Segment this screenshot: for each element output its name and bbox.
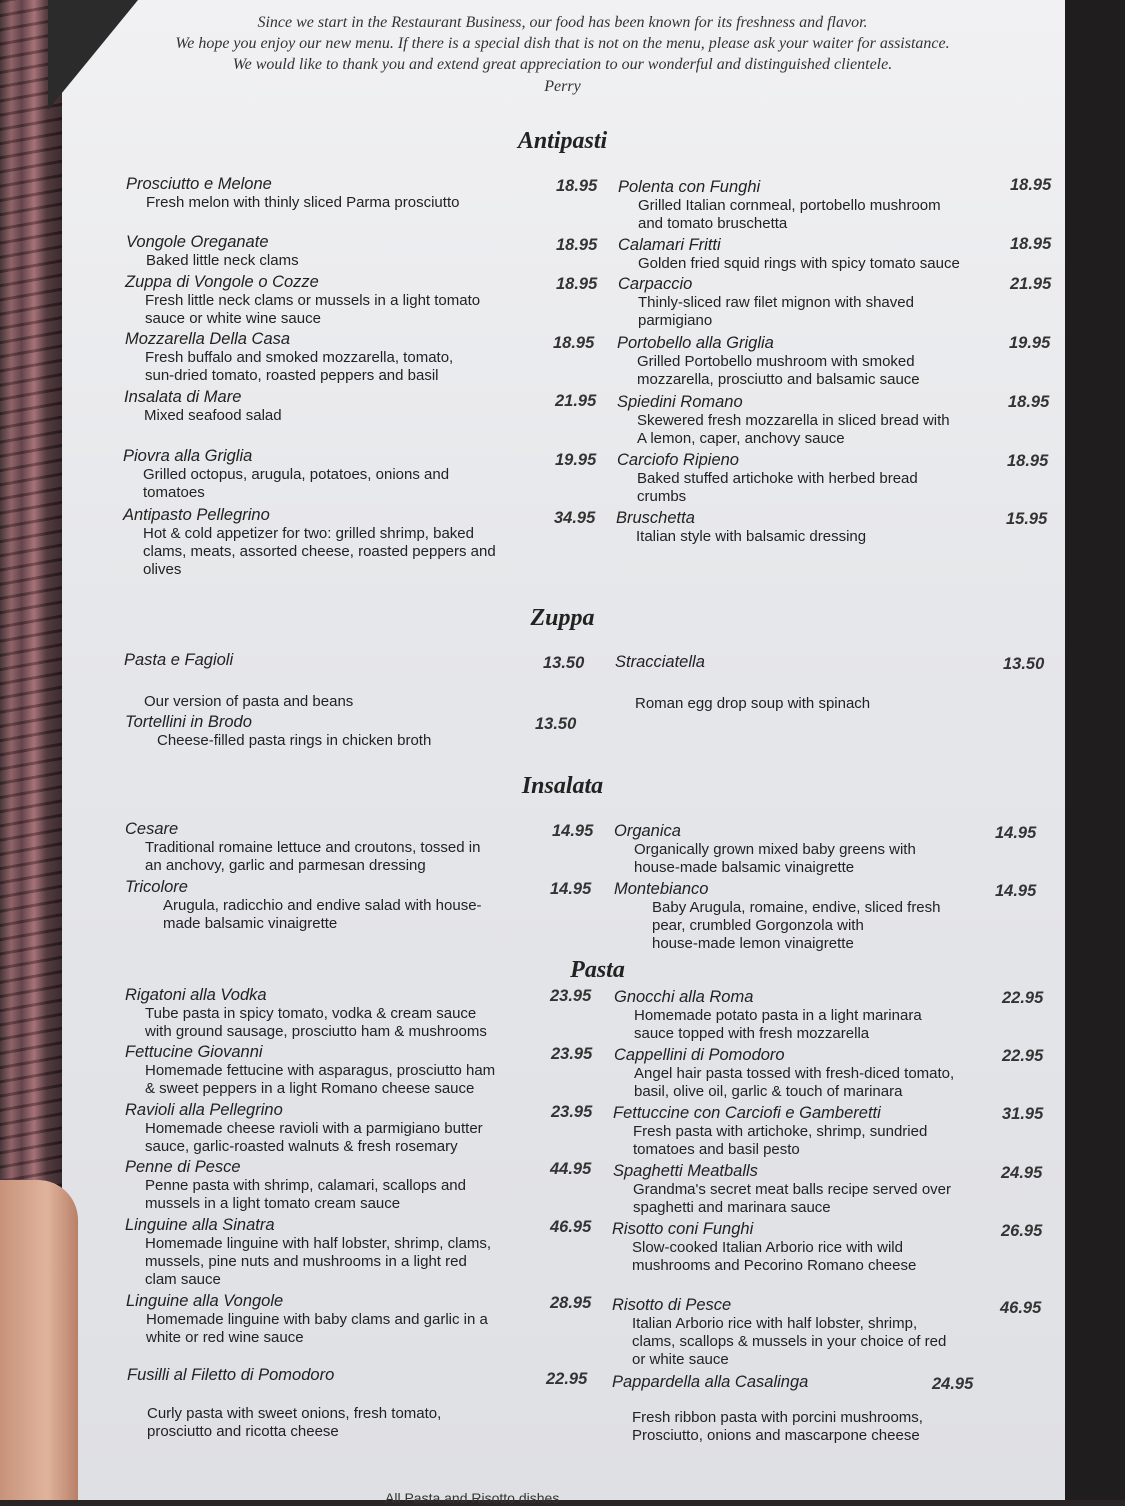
item-price: 14.95 [552, 822, 594, 840]
item-description: Roman egg drop soup with spinach [635, 695, 871, 712]
menu-item [617, 393, 950, 448]
item-name: Carciofo Ripieno [617, 451, 739, 469]
item-description: Fresh ribbon pasta with porcini mushrooms, Prosciutto, onions and mascarpone cheese [632, 1409, 923, 1444]
menu-item [617, 334, 920, 389]
footer-note: All Pasta and Risotto dishes [385, 1490, 560, 1506]
item-name: Fettuccine con Carciofi e Gamberetti [613, 1104, 881, 1122]
item-price: 13.50 [1003, 655, 1045, 673]
menu-item [618, 236, 960, 273]
item-name: Tricolore [125, 878, 188, 896]
menu-item [125, 820, 480, 875]
section-title-antipasti: Antipasti [517, 128, 608, 154]
menu-item [125, 986, 487, 1041]
item-description: Arugula, radicchio and endive salad with house- made balsamic vinaigrette [163, 897, 482, 932]
item-price: 13.50 [535, 715, 577, 733]
item-description: Italian style with balsamic dressing [636, 528, 867, 545]
intro-line-2: We hope you enjoy our new menu. If there is a special dish that is not on the menu, please ask your waiter for assistance. [175, 35, 950, 52]
item-name: Spaghetti Meatballs [613, 1162, 758, 1180]
item-name: Calamari Fritti [618, 236, 721, 254]
item-description: Penne pasta with shrimp, calamari, scallops and mussels in a light tomato cream sauce [145, 1177, 466, 1212]
menu-item [617, 451, 918, 506]
menu-item [125, 273, 480, 328]
menu-item [125, 1043, 495, 1098]
menu-item [125, 330, 453, 385]
item-price: 18.95 [556, 236, 598, 254]
item-name: Pasta e Fagioli [124, 651, 234, 669]
item-name: Portobello alla Griglia [617, 334, 774, 352]
item-price: 23.95 [551, 1045, 593, 1063]
item-price: 18.95 [556, 177, 598, 195]
item-price: 31.95 [1002, 1105, 1044, 1123]
item-price: 18.95 [1010, 176, 1052, 194]
item-name: Zuppa di Vongole o Cozze [125, 273, 319, 291]
menu-item [123, 447, 449, 502]
item-description: Baked stuffed artichoke with herbed bread crumbs [637, 470, 918, 505]
item-price: 14.95 [550, 880, 592, 898]
right-edge [1065, 0, 1125, 1500]
item-description: Homemade cheese ravioli with a parmigiano butter sauce, garlic-roasted walnuts & fresh rosemary [145, 1120, 483, 1155]
item-description: Golden fried squid rings with spicy tomato sauce [638, 255, 960, 272]
item-description: Fresh pasta with artichoke, shrimp, sundried tomatoes and basil pesto [633, 1123, 928, 1158]
item-price: 14.95 [995, 824, 1037, 842]
item-description: Traditional romaine lettuce and croutons, tossed in an anchovy, garlic and parmesan dressing [145, 839, 481, 874]
item-price: 23.95 [551, 1103, 593, 1121]
menu-item [127, 1366, 441, 1441]
item-price: 46.95 [1000, 1299, 1042, 1317]
item-price: 22.95 [1002, 989, 1044, 1007]
item-price: 26.95 [1001, 1222, 1043, 1240]
item-description: Baby Arugula, romaine, endive, sliced fresh pear, crumbled Gorgonzola with house-made lemon vinaigrette [652, 899, 941, 952]
item-price: 14.95 [995, 882, 1037, 900]
menu-item [615, 653, 870, 713]
menu-item [616, 509, 866, 546]
item-price: 44.95 [550, 1160, 592, 1178]
item-description: Homemade linguine with half lobster, shrimp, clams, mussels, pine nuts and mushrooms in a light red clam sauce [145, 1235, 491, 1288]
item-name: Organica [614, 822, 681, 840]
item-name: Linguine alla Sinatra [125, 1216, 275, 1234]
item-description: Organically grown mixed baby greens with house-made balsamic vinaigrette [634, 841, 916, 876]
item-description: Our version of pasta and beans [144, 693, 354, 710]
item-name: Polenta con Funghi [618, 178, 761, 196]
menu-item [613, 1104, 927, 1159]
item-name: Penne di Pesce [125, 1158, 241, 1176]
item-name: Fusilli al Filetto di Pomodoro [127, 1366, 335, 1384]
item-name: Fettucine Giovanni [125, 1043, 263, 1061]
item-price: 46.95 [550, 1218, 592, 1236]
item-name: Vongole Oreganate [126, 233, 269, 251]
section-title-pasta: Pasta [570, 957, 625, 983]
section-title-insalata: Insalata [521, 773, 604, 799]
menu-item [618, 178, 941, 233]
item-name: Risotto coni Funghi [612, 1220, 754, 1238]
item-price: 15.95 [1006, 510, 1048, 528]
item-price: 18.95 [1008, 393, 1050, 411]
menu-item [125, 1101, 483, 1156]
item-description: Baked little neck clams [146, 252, 299, 269]
item-name: Spiedini Romano [617, 393, 743, 411]
item-name: Tortellini in Brodo [125, 713, 252, 731]
menu-item [612, 1296, 946, 1369]
item-description: Grandma's secret meat balls recipe served over spaghetti and marinara sauce [633, 1181, 951, 1216]
menu-item [124, 388, 282, 425]
item-name: Cappellini di Pomodoro [614, 1046, 785, 1064]
section-title-zuppa: Zuppa [530, 605, 595, 631]
item-description: Thinly-sliced raw filet mignon with shaved parmigiano [638, 294, 914, 329]
menu-item [126, 175, 459, 212]
item-name: Carpaccio [618, 275, 693, 293]
menu-item [125, 1158, 466, 1213]
item-name: Montebianco [614, 880, 709, 898]
item-name: Rigatoni alla Vodka [125, 986, 267, 1004]
menu-item [126, 1292, 488, 1347]
menu-item [614, 880, 941, 953]
menu-item [125, 878, 482, 933]
item-description: Fresh melon with thinly sliced Parma prosciutto [146, 194, 460, 211]
item-name: Ravioli alla Pellegrino [125, 1101, 283, 1119]
item-price: 24.95 [1001, 1164, 1043, 1182]
item-description: Slow-cooked Italian Arborio rice with wild mushrooms and Pecorino Romano cheese [632, 1239, 917, 1274]
menu-item [614, 1046, 954, 1101]
item-price: 24.95 [932, 1375, 974, 1393]
menu-item [612, 1220, 916, 1275]
menu-item [126, 233, 299, 270]
item-description: Grilled Portobello mushroom with smoked mozzarella, prosciutto and balsamic sauce [637, 353, 920, 388]
item-name: Mozzarella Della Casa [125, 330, 291, 348]
intro-signature: Perry [544, 78, 581, 95]
item-name: Risotto di Pesce [612, 1296, 732, 1314]
item-price: 21.95 [555, 392, 597, 410]
menu-item [614, 988, 922, 1043]
item-name: Cesare [125, 820, 179, 838]
menu-item [618, 275, 914, 330]
intro-line-1: Since we start in the Restaurant Business, our food has been known for its freshness and flavor. [257, 14, 868, 31]
intro-line-3: We would like to thank you and extend great appreciation to our wonderful and distinguished clientele. [232, 56, 893, 73]
item-description: Cheese-filled pasta rings in chicken broth [157, 732, 432, 749]
menu-item [612, 1373, 923, 1445]
item-price: 19.95 [555, 451, 597, 469]
item-description: Homemade potato pasta in a light marinara sauce topped with fresh mozzarella [634, 1007, 922, 1042]
item-name: Stracciatella [615, 653, 705, 671]
item-name: Gnocchi alla Roma [614, 988, 754, 1006]
menu-item [614, 822, 916, 877]
menu-item [125, 713, 431, 750]
holding-hand [0, 1180, 78, 1500]
menu-item [125, 1216, 491, 1289]
menu-item [124, 651, 353, 711]
menu-item [613, 1162, 951, 1217]
item-price: 18.95 [1007, 452, 1049, 470]
menu-item [123, 506, 496, 579]
item-description: Mixed seafood salad [144, 407, 282, 424]
item-description: Homemade linguine with baby clams and garlic in a white or red wine sauce [146, 1311, 488, 1346]
item-description: Tube pasta in spicy tomato, vodka & cream sauce with ground sausage, prosciutto ham & mushrooms [145, 1005, 487, 1040]
item-price: 34.95 [554, 509, 596, 527]
item-description: Hot & cold appetizer for two: grilled shrimp, baked clams, meats, assorted cheese, roasted peppers and olives [143, 525, 496, 578]
item-name: Prosciutto e Melone [126, 175, 272, 193]
item-price: 13.50 [543, 654, 585, 672]
item-description: Curly pasta with sweet onions, fresh tomato, prosciutto and ricotta cheese [147, 1405, 442, 1440]
item-description: Angel hair pasta tossed with fresh-diced tomato, basil, olive oil, garlic & touch of marinara [634, 1065, 955, 1100]
item-name: Linguine alla Vongole [126, 1292, 284, 1310]
item-description: Homemade fettucine with asparagus, prosciutto ham & sweet peppers in a light Romano cheese sauce [145, 1062, 496, 1097]
item-price: 18.95 [556, 275, 598, 293]
item-name: Bruschetta [616, 509, 695, 527]
item-name: Pappardella alla Casalinga [612, 1373, 809, 1391]
item-price: 19.95 [1009, 334, 1051, 352]
item-description: Grilled octopus, arugula, potatoes, onions and tomatoes [143, 466, 450, 501]
item-price: 28.95 [550, 1294, 592, 1312]
item-description: Fresh buffalo and smoked mozzarella, tomato, sun-dried tomato, roasted peppers and basil [145, 349, 454, 384]
item-price: 22.95 [546, 1370, 588, 1388]
item-price: 22.95 [1002, 1047, 1044, 1065]
item-description: Italian Arborio rice with half lobster, shrimp, clams, scallops & mussels in your choice of red or white sauce [632, 1315, 947, 1368]
item-price: 18.95 [1010, 235, 1052, 253]
item-name: Antipasto Pellegrino [123, 506, 270, 524]
item-price: 23.95 [550, 987, 592, 1005]
item-description: Grilled Italian cornmeal, portobello mushroom and tomato bruschetta [638, 197, 941, 232]
item-description: Fresh little neck clams or mussels in a light tomato sauce or white wine sauce [145, 292, 481, 327]
item-name: Insalata di Mare [124, 388, 242, 406]
item-price: 18.95 [553, 334, 595, 352]
item-name: Piovra alla Griglia [123, 447, 253, 465]
item-description: Skewered fresh mozzarella in sliced bread with A lemon, caper, anchovy sauce [637, 412, 950, 447]
item-price: 21.95 [1010, 275, 1052, 293]
